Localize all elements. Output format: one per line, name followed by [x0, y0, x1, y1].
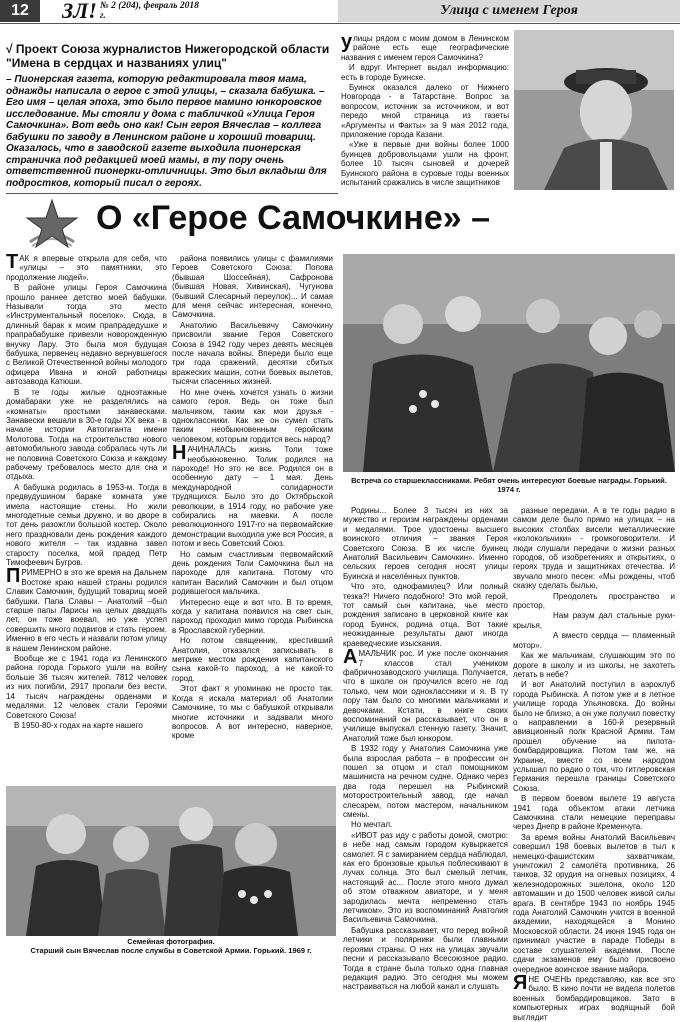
paragraph: В районе улицы Героя Самочкина прошло раннее детство моей бабушки. Называли тогда это место «Инструментальный поселок». Сюда, в длинный барак к моим прапрадедушке и прапрабабушке привезли новорожденную внучку Лару. Это была моя будущая бабушка, первенец недавно вернувшегося с Великой Отечественной войны молодого офицера Ивана и юной работницы автозавода Катюши. [6, 283, 167, 387]
family-photo [6, 786, 336, 936]
paragraph: А бабушка родилась в 1953-м. Тогда в предвудушином бараке комната уже имела настоящие стены. Но жили многодетные семьи дружно, и во дворе в тот день разожгли большой костер. Около него праздновали день рождения каждого нового жителя – так издавна завел старосту поселка, мой прадед Петр Тимофеевич Бугров. [6, 482, 167, 567]
family-caption-title: Семейная фотография. [127, 937, 215, 946]
page-number: 12 [0, 0, 40, 22]
paragraph: И вот Анатолий поступил в аэроклуб города Рыбинска. А потом уже и в летное училище города Ульяновска. До войны было не близко, а он уже получил повестку о направлении в 160-й резервный авиационный полк Красной Армии. Там прошел обучение на пилота-бомбардировщика. Потом там же, на Украине, вместе со всем народом услышал по радио о том, что гитлеровская Германия перешла границы Советского Союза. [513, 680, 675, 793]
project-title: √ Проект Союза журналистов Нижегородской области "Имена в сердцах и названиях улиц" [6, 42, 330, 70]
paragraph: За время войны Анатолий Васильевич совершил 198 боевых вылетов в тыл к немецко-фашистским захватчикам, уничтожил 2 самолёта противника, 26 танков, 32 орудия на огневых позициях, 4 железнодорожных эшелона, около 120 автомашин и до 1500 человек живой силы врага. В сентябре 1943 по ноябрь 1945 года Анатолий Самочкин учится в военной академии, находящейся в Монино Московской области. 24 июня 1945 года он принимал участие в параде Победы в составе слушателей академии. После сдачи экзаменов ему было присвоено очередное воинское звание майора. [513, 832, 675, 974]
paragraph: НАЧИНАЛАСЬ жизнь Толи тоже необыкновенно. Толик родился на пароходе! Но это не все. Родился он в особенную дату – 1 мая. День международной солидарности трудящихся. Было это до Октябрьской революции, в 1914 году, но рабочие уже собирались на маевки. А после революционного 1917-го на первомайские демонстрации выходила уже вся Россия, а потом и весь Советский Союз. [172, 442, 333, 549]
paragraph: Бабушка рассказывает, что перед войной летчики и полярники были главными героями страны. О них на улицах звучали песни и рассказывало Всесоюзное радио. Тогда в стране была только одна главная редакция радио. Это сегодня мы можем настраиваться на любой канал и слушать [343, 925, 508, 992]
section-rubric: Улица с именем Героя [338, 0, 680, 22]
paragraph: «ИВОТ раз иду с работы домой, смотрю: в небе над самым городом кувыркается самолет. Я с замиранием сердца наблюдал, как его бронзовые крылья поблескивают в лучах солнца. Это был смелый летчик, настоящий ас... После этого много думал об этом отважном авиаторе, и у меня зародилась мечта непременно стать летчиком». Это из воспоминаний Анатолия Васильевича Самочкина. [343, 830, 508, 925]
intro-paragraph: И вдруг Интернет выдал информацию: есть в городе Буинске. [341, 63, 509, 82]
song-line: Нам разум дал стальные руки-крылья, [513, 611, 675, 630]
paragraph: ПРИМЕРНО в это же время на Дальнем Востоке краю нашей страны родился Славик Самочкин, будущий товарищ моей бабушки. Папа Славы – Анатолий –был старше папы Ларисы на целых двадцать лет, он тоже воевал, но уже успел совершить много подвигов и стать героем. Именно в его честь и назвали потом улицу в нашем Ленинском районе. [6, 565, 167, 653]
family-image [6, 786, 336, 936]
officer-portrait-photo [514, 30, 674, 190]
header-rule [0, 23, 680, 24]
paragraph: Но мечтал. [351, 820, 393, 830]
pioneers-meeting-photo [343, 254, 675, 472]
paragraph: района появились улицы с фамилиями Героев Советского Союза: Попова (бывшая Шоссейная), Сафронова (бывшая Новая, Хивинская), Чугунова (бывший Слесарный переулок)... И самая для меня сейчас интересная, конечно, Самочкина. [172, 254, 333, 320]
song-line: Преодолеть пространство и простор, [513, 591, 675, 611]
pioneers-photo-caption: Встреча со старшеклассниками. Ребят очень интересуют боевые награды. Горький. 1974 г. [351, 476, 667, 494]
intro-paragraph: «Уже в первые дни войны более 1000 буинцев добровольцами ушли на фронт, более 10 тысяч сыновей и дочерей Буинского района в суровые годы военных испытаний сражались в числе защитников [341, 140, 509, 188]
paragraph: Вообще же с 1941 года из Ленинского района города Горького ушли на войну больше 36 тысяч жителей. 7812 человек из них погибли, 2917 пропали без вести, 14 тысяч награждены орденами и медалями. 12 человек стали Героями Советского Союза! [6, 654, 167, 720]
paragraph: разные передачи. А в те годы радио в самом деле было прямо на улицах – на высоких столбах висели металлические «колокольчики» - громкоговорители. И люди слушали передачи о жизни разных городов, об изобретениях и открытиях, о героях труда и защитниках отечества. И звучало много песен: «Мы рождены, чтоб сказку сделать былью, [513, 506, 675, 591]
paragraph: Этот факт я упоминаю не просто так. Когда я искала материал об Анатолии Самочкине, то мы с бабушкой открывали многие источники и задавали много вопросов. А вот интересно, наверное, кроме [172, 684, 333, 741]
intro-column [341, 31, 509, 194]
intro-paragraph: Буинск оказался далеко от Нижнего Новгорода - в Татарстане. Вопрос за вопросом, источник за источником, и вот передо мной страница из газеты «Аргументы и Факты» за 9 мая 2012 года, приложение города Казани. [341, 83, 509, 140]
paragraph: В 1932 году у Анатолия Самочкина уже была взрослая работа – в профессии он пошел за отцом и стал помощником машиниста на речном судне. Однако через два года перешел на Рыбинский моторостроительный завод, где начал слесарем, потом мастером, начальником смены. [343, 744, 508, 819]
song-line: А вместо сердца — пламенный мотор». [513, 631, 675, 650]
pioneers-image [343, 254, 675, 472]
paragraph: Но самым счастливым первомайский день рождения Толи Самочкина был на пароходе для капитана. Потому что капитан Василий Самочкин и был отцом родившегося мальчика. [172, 549, 333, 597]
paragraph: АМАЛЬЧИК рос. И уже после окончания 7 классов стал учеником фабричнозаводского училища. Получается, что в школе он проучился всего не год только, чем мои одноклассники и я. В ту пору там было со многими мальчиками и девочками. Кстати, в книге своих воспоминаний он рассказывает, что он в училище выпускал стенную газету. Значит, Анатолий тоже был юнкором. [343, 646, 508, 743]
paragraph: ТАК я впервые открыла для себя, что «улицы – это памятники, это продолжение людей». [6, 251, 167, 282]
lead-text: – Пионерская газета, которую редактировала твоя мама, однажды написала о герое с этой улицы, – сказала бабушка. – Его имя – целая эпоха, это было первое мамино юнкоровское исследование. Мы стояли у дома с табличкой «Улица Героя Самочкина». Вот ведь оно как! Сын героя Вячеслав – коллега бабушки по заводу в Ленинском районе и хороший товарищ. Оказалось, что в заводской газете выходила пионерская страничка под редакцией моей мамы, в ту пору очень ответственной пионерки-отличницы. Это был вкладыш для подростков, который писал о героях. [6, 74, 327, 189]
paragraph: В 1950-80-х годах на карте нашего [14, 720, 143, 730]
portrait-image [514, 30, 674, 190]
paragraph: В те годы жилые одноэтажные домабараки уже не разделялись на «комнаты» простыми занавесками. Занавески вешали в 30-е годы XX века - в начале истории Автогиганта имени Молотова. Тогда на строительство нового автомобильного завода собралась чуть ли не половина Советского Союза и каждому рабочему требовалось место для сна и отдыха. [6, 387, 167, 482]
article-headline: О «Герое Самочкине» – [96, 199, 491, 237]
article-column-3 [343, 506, 508, 992]
paragraph: Интересно еще и вот что. В то время, когда у капитана появился на свет сын, пароход проходил мимо города Рыбинска в Ярославской губернии. [172, 597, 333, 635]
lead-block [6, 42, 330, 189]
issue-info: № 2 (204), февраль 2018 г. [100, 1, 199, 21]
article-column-4 [513, 506, 675, 1022]
article-column-2 [172, 254, 333, 782]
family-photo-caption [6, 937, 336, 955]
masthead-logo: ЗЛ! [62, 0, 97, 23]
family-caption-text: Старший сын Вячеслав после службы в Советской Армии. Горький. 1969 г. [30, 946, 312, 955]
paragraph: Родины... Более 3 тысяч из них за мужество и героизм награждены орденами и медалями. Трое удостоены высшего воинского отличия – звания Героя Советского Союза. В их числе буинец Анатолий Васильевич Самочкин». Именно сельских героев сегодня носят улицы Буинска и населённых пунктов. [343, 506, 508, 581]
paragraph: Что это, однофамилец? Или полный тезка?! Ничего подобного! Это мой герой, тот самый сын капитана, чье место рождения записано в церковной книге как город Буинск, родина отца. Вот такие неожиданные результаты дают иногда краеведческие изыскания. [343, 582, 508, 648]
paragraph: Как же мальчикам, слушающим это по дороге в школу и из школы, не захотеть летать в небе? [513, 651, 675, 679]
lead-rule [6, 193, 338, 194]
paragraph: В первом боевом вылете 19 августа 1941 года объектом атаки летчика Самочкина стали немецкие переправы через Днепр в районе Кременчуга. [513, 794, 675, 832]
paragraph: ЯНЕ ОЧЕНЬ представляю, как все это было. В кино почти не видела полетов военных бомбардировщиков. Зато в компьютерных играх водящный бой выглядит [513, 971, 675, 1022]
star-emblem-icon [24, 196, 80, 252]
paragraph: Анатолию Васильевичу Самочкину присвоили звание Героя Советского Союза в 1942 году через девять месяцев после начала войны. Впереди было еще три года сражений, десятки сбитых вражеских машин, сотни боевых вылетов, тысячи спасенных жизней. [172, 320, 333, 387]
paragraph: Но мне очень хочется узнать о жизни самого героя. Ведь он тоже был мальчиком, таким как мои друзья - одноклассники. Как же он сумел стать таким необыкновенным геройским человеком, которым гордится весь народ? [172, 387, 333, 444]
paragraph: Но потом священник, крестивший Анатолия, отказался записывать в метрике местом рождения капитанского сына какой-то пароход, а не какой-то город. [172, 636, 333, 683]
intro-paragraph: улицы рядом с моим домом в Ленинском районе есть еще географические названия с именем героя Самочкина? [341, 31, 509, 62]
article-column-1 [6, 251, 167, 782]
